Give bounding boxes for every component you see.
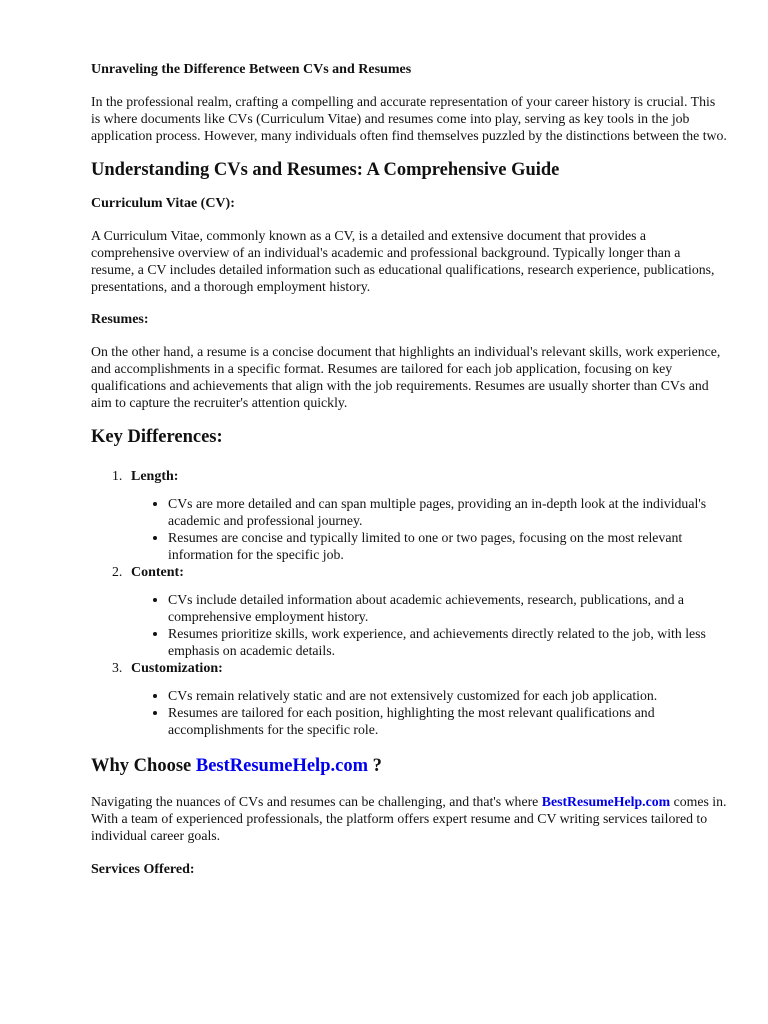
difference-item-customization — [91, 659, 727, 738]
guide-heading: Understanding CVs and Resumes: A Comprehensive Guide — [91, 160, 560, 180]
difference-item-label — [112, 467, 727, 485]
difference-label-text: Customization: — [131, 661, 223, 676]
closing-text-after: comes in. With a team of experienced professionals, the platform offers expert resume and CV writing services tailored to individual career goals. — [91, 794, 727, 843]
closing-paragraph — [91, 793, 727, 844]
difference-label-text: Content: — [131, 565, 184, 580]
difference-point: • Resumes prioritize skills, work experience, and achievements directly related to the job, with less emphasis on academic details. — [168, 625, 727, 659]
difference-points — [91, 495, 727, 563]
list-number: 1. — [112, 468, 123, 483]
services-offered-heading: Services Offered: — [91, 862, 195, 877]
why-choose-heading — [91, 756, 727, 777]
difference-item-length — [91, 467, 727, 563]
resumes-heading: Resumes: — [91, 312, 149, 327]
why-choose-prefix: Why Choose — [91, 756, 196, 776]
difference-item-content — [91, 563, 727, 659]
list-number: 3. — [112, 660, 123, 675]
cv-paragraph: A Curriculum Vitae, commonly known as a CV, is a detailed and extensive document that provides a comprehensive overview of an individual's academic and professional background. Typically longer than a resume, a CV includes detailed information such as educational qualifications, research experience, publications, presentations, and a thorough employment history. — [91, 228, 715, 294]
difference-item-label — [112, 659, 727, 677]
bestresumehelp-link[interactable]: BestResumeHelp.com — [541, 794, 671, 809]
key-differences-list — [91, 467, 727, 738]
difference-point: • Resumes are concise and typically limited to one or two pages, focusing on the most relevant information for the specific job. — [168, 529, 727, 563]
intro-paragraph: In the professional realm, crafting a compelling and accurate representation of your career history is crucial. This is where documents like CVs (Curriculum Vitae) and resumes come into play, serving as key tools in the job application process. However, many individuals often find themselves puzzled by the distinctions between the two. — [91, 94, 727, 143]
why-choose-suffix: ? — [367, 756, 382, 776]
document-title: Unraveling the Difference Between CVs and Resumes — [91, 62, 412, 77]
closing-text-before: Navigating the nuances of CVs and resumes can be challenging, and that's where — [91, 794, 542, 809]
bestresumehelp-link[interactable]: BestResumeHelp.com — [195, 756, 368, 776]
difference-point: • Resumes are tailored for each position, highlighting the most relevant qualifications and accomplishments for the specific role. — [168, 704, 727, 738]
resumes-paragraph: On the other hand, a resume is a concise document that highlights an individual's relevant skills, work experience, and accomplishments in a specific format. Resumes are tailored for each job application, focusing on key qualifications and achievements that align with the job requirements. Resumes are usually shorter than CVs and aim to capture the recruiter's attention quickly. — [91, 344, 721, 410]
difference-point: • CVs include detailed information about academic achievements, research, publications, and a comprehensive employment history. — [168, 591, 727, 625]
difference-points — [91, 687, 727, 738]
difference-point: • CVs are more detailed and can span multiple pages, providing an in-depth look at the individual's academic and professional journey. — [168, 495, 727, 529]
difference-item-label — [112, 563, 727, 581]
key-differences-heading: Key Differences: — [91, 427, 223, 447]
list-number: 2. — [112, 564, 123, 579]
cv-heading: Curriculum Vitae (CV): — [91, 196, 235, 211]
difference-label-text: Length: — [131, 469, 179, 484]
difference-point: • CVs remain relatively static and are not extensively customized for each job application. — [168, 687, 727, 704]
difference-points — [91, 591, 727, 659]
